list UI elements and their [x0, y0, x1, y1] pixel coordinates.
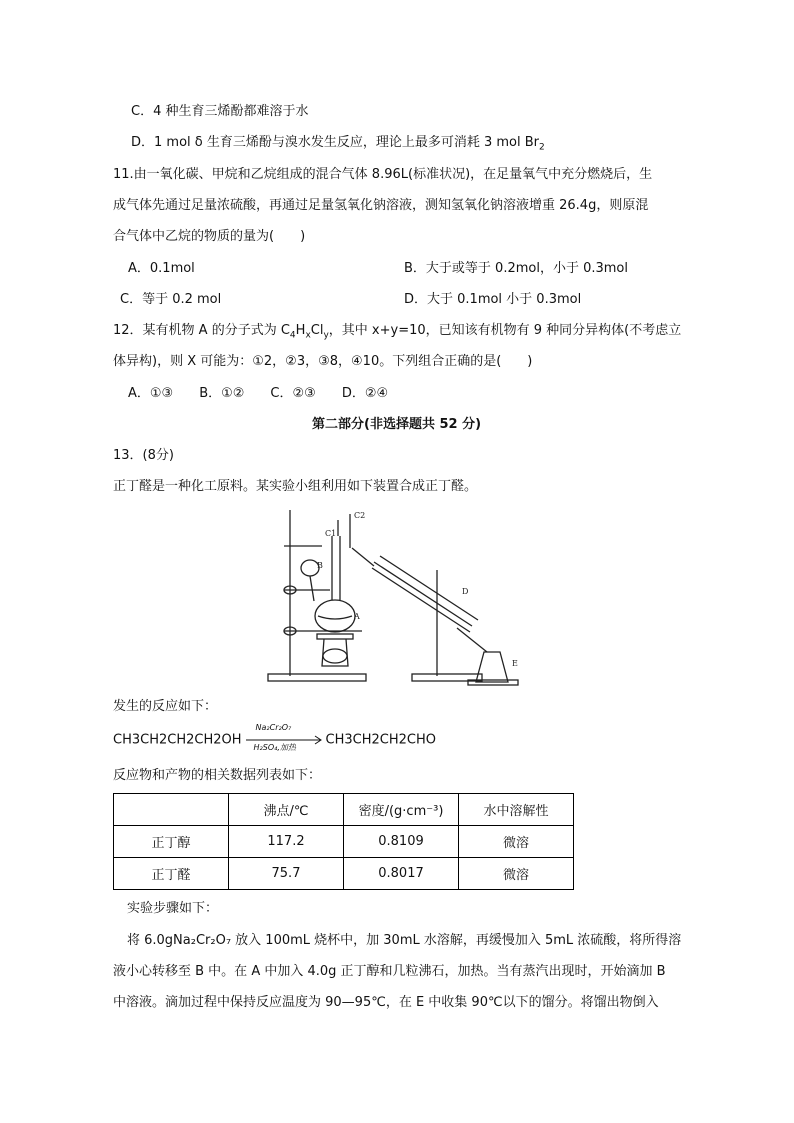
table-cell: 75.7	[229, 858, 344, 890]
q11-option-d: D．大于 0.1mol 小于 0.3mol	[404, 292, 582, 307]
table-intro: 反应物和产物的相关数据列表如下：	[113, 768, 322, 783]
q10-option-d-sub: 2	[539, 142, 545, 153]
table-header-cell: 水中溶解性	[459, 794, 574, 826]
product: CH3CH2CH2CHO	[325, 732, 436, 748]
table-cell: 正丁醇	[114, 826, 229, 858]
table-header-row	[114, 794, 574, 826]
table-row	[114, 826, 574, 858]
table-header-cell: 密度/(g·cm⁻³)	[344, 794, 459, 826]
q12-formula-x: x	[305, 330, 311, 341]
table-cell: 微溶	[459, 858, 574, 890]
q11-option-b: B．大于或等于 0.2mol，小于 0.3mol	[404, 261, 628, 276]
q11-stem-line1: 11.由一氧化碳、甲烷和乙烷组成的混合气体 8.96L(标准状况)，在足量氧气中充分燃烧后，生	[113, 167, 653, 182]
condenser-upper	[374, 562, 472, 626]
q12-formula-h: H	[295, 323, 306, 338]
q12-formula-y: y	[323, 330, 329, 341]
q10-option-c: C．4 种生育三烯酚都难溶于水	[131, 104, 309, 119]
flask-liquid	[318, 616, 352, 619]
q10-option-d	[131, 135, 545, 153]
table-cell: 0.8017	[344, 858, 459, 890]
table-row	[114, 858, 574, 890]
q12-stem-line1	[113, 323, 681, 341]
table-header-cell: 沸点/℃	[229, 794, 344, 826]
q11-stem-line3: 合气体中乙烷的物质的量为( )	[113, 229, 306, 244]
label-a: A	[354, 612, 360, 621]
reaction-equation	[113, 723, 436, 752]
step-line1: 将 6.0gNa₂Cr₂O₇ 放入 100mL 烧杯中，加 30mL 水溶解，再缓慢加入 5mL 浓硫酸，将所得溶	[127, 933, 682, 948]
receiving-flask-e	[476, 652, 508, 682]
label-c1: C1	[325, 529, 337, 538]
reactant: CH3CH2CH2CH2OH	[113, 732, 242, 748]
left-stand-base	[268, 674, 366, 681]
part2-title: 第二部分(非选择题共 52 分)	[312, 417, 482, 432]
burner-body	[322, 639, 348, 666]
q12-stem-part2: ，其中 x+y=10，已知该有机物有 9 种同分异构体(不考虑立	[328, 323, 682, 338]
table-cell: 微溶	[459, 826, 574, 858]
gauze-plate	[317, 634, 353, 639]
condenser-inner	[372, 568, 470, 632]
distillation-apparatus-figure	[262, 506, 532, 686]
label-c2: C2	[354, 511, 366, 520]
q12-formula-cl: Cl	[310, 323, 324, 338]
steps-title: 实验步骤如下：	[127, 901, 219, 916]
data-table	[113, 793, 574, 890]
label-b: B	[317, 561, 323, 570]
q12-formula-c-count: 4	[289, 330, 296, 341]
q12-options: A．①③ B．①② C．②③ D．②④	[128, 386, 389, 401]
label-e: E	[512, 659, 518, 668]
arrow-reagent-top: Na₂Cr₂O₇	[255, 723, 292, 732]
q12-stem-line2: 体异构)，则 X 可能为：①2，②3，③8，④10。下列组合正确的是( )	[113, 354, 533, 369]
q12-stem-part1: 12．某有机物 A 的分子式为 C	[113, 323, 290, 338]
label-d: D	[462, 587, 469, 596]
step-line2: 液小心转移至 B 中。在 A 中加入 4.0g 正丁醇和几粒沸石，加热。当有蒸汽出现时，开始滴加 B	[113, 964, 666, 979]
q11-option-c: C．等于 0.2 mol	[120, 292, 222, 307]
q13-intro: 正丁醛是一种化工原料。某实验小组利用如下装置合成正丁醛。	[113, 479, 478, 494]
table-cell: 正丁醛	[114, 858, 229, 890]
table-header-cell	[114, 794, 229, 826]
step-line3: 中溶液。滴加过程中保持反应温度为 90—95℃，在 E 中收集 90℃以下的馏分。将馏出物倒入	[113, 995, 659, 1010]
q13-header: 13．(8分)	[113, 448, 174, 463]
still-head-arm	[352, 548, 374, 566]
table-cell: 117.2	[229, 826, 344, 858]
q10-option-d-text: D．1 mol δ 生育三烯酚与溴水发生反应，理论上最多可消耗 3 mol Br	[131, 135, 540, 150]
q11-stem-line2: 成气体先通过足量浓硫酸，再通过足量氢氧化钠溶液，测知氢氧化钠溶液增重 26.4g，则原混	[113, 198, 649, 213]
arrow-reagent-bottom: H₂SO₄,加热	[253, 743, 296, 752]
reaction-intro: 发生的反应如下：	[113, 699, 218, 714]
adapter	[457, 628, 487, 652]
flask-a	[315, 600, 355, 632]
burner-flame	[323, 649, 347, 663]
reaction-arrow	[244, 723, 324, 752]
table-cell: 0.8109	[344, 826, 459, 858]
funnel-stem	[310, 576, 314, 601]
q11-option-a: A．0.1mol	[128, 261, 195, 276]
